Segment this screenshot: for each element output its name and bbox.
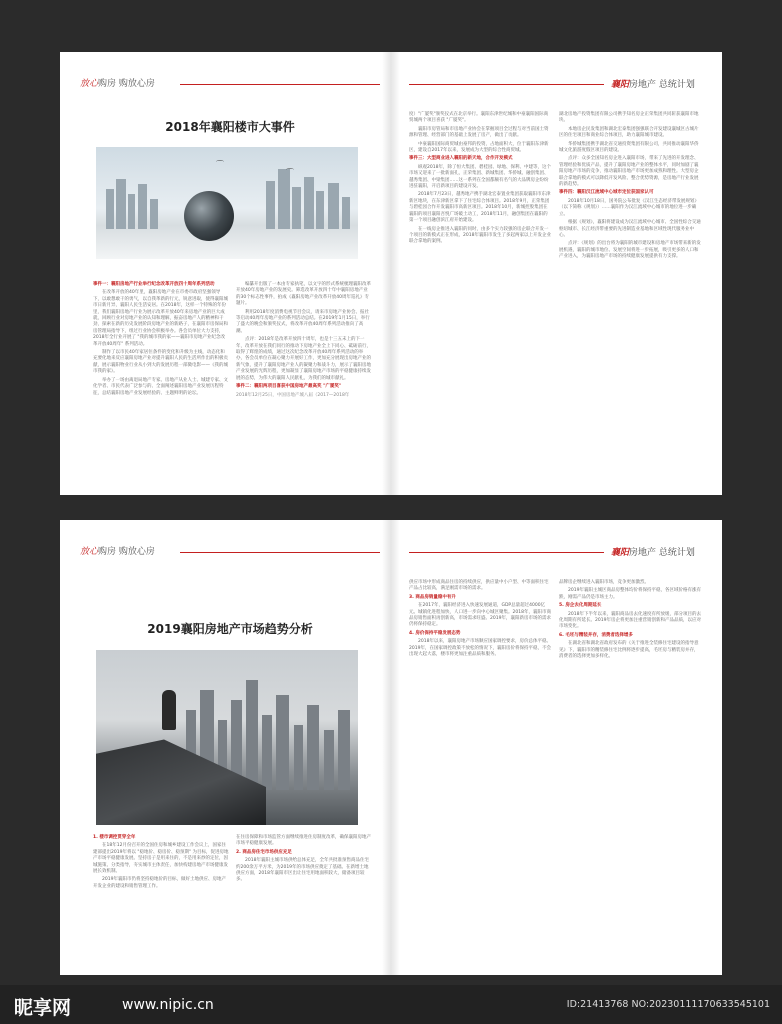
article-column-1: 1. 楼市调控贯穿全年 在18年12月份召开的全国住房和城乡建设工作会议上，国家住建部提出2019年将以 "稳地价、稳房价、稳预期" 为目标，促进房地产市场平稳健康发展。坚持房子是用来住的，不是用来炒的定位，因城施策、分类指导，夯实城市主体责任，加快构建房地产市场健康发展长效机制。 2019年襄阳市仍将坚持稳地价的目标，做好土地供应、房地产开发企业的建设和销售管理工作。 <box>93 835 229 889</box>
section-logo: 襄阳房地产 总统计划 <box>611 548 695 558</box>
bottom-left-page <box>60 520 391 975</box>
top-right-page <box>391 52 722 495</box>
header-rule <box>180 552 380 553</box>
page-header <box>391 76 701 92</box>
article-column-3: 度）"广厦奖"颁奖仪式在北京举行。襄阳东津世纪城和中豪襄阳国际商贸城两个项目喜获 "广厦奖"。 襄阳市房管局和市房地产业协会在掌握项目全过程与对当前国土资源和管理、经营部门的基础上发展了房产，做出了贡献。 中豪襄阳国际商贸城由豪邦的投资，占地面积大，位于襄阳东津新区，建设自2017年以来，发展成为大型的综合性商贸城。 事件三：大型商业进入襄阳的新天地，合作开发模式 纵观2018年，除了恒大集团、碧桂园、绿地、保利、中建等，这个市场又迎来了一批新面孔，正荣集团、新城集团、华侨城、融创集团、越秀集团、中梁集团……这一系列在全国都颇有名气的大品牌房企纷纷进驻襄阳，开启新项目的建设开发。 2018年7月23日，越秀地产携手湖北宏泰置业集团获取襄阳市东津新区地块，在东津新区拿下了住宅综合体项目。2018年9月，正荣集团与碧桂园合作开发襄阳市高新区项目。2018年10月，新城控股集团在襄阳的项目襄阳吾悦广场破土动工，2018年11月，融创集团在襄阳的第一个项目融创滨江府开始建设。 在一线房企推进入襄阳的同时，由多个实力较强的房企联合开发一个项目的新模式正在形成，2018年襄阳市发生了多起两家以上开发企业联合拿地的案例。 <box>409 112 551 245</box>
header-rule <box>409 552 604 553</box>
bird-icon: ⌒ <box>216 160 224 169</box>
page-title: 2018年襄阳楼市大事件 <box>165 120 295 134</box>
hero-image <box>96 147 358 259</box>
article-column-4: 品牌房企继续进入襄阳市场，竞争更加激烈。 2019年襄阳主城区商品房整体均价将保持平稳，各区域价格有涨有跌，刚需产品仍是市场主力。 5. 房企去化周期延长 2018年下半年以来，襄阳商品房去化速度有所放缓，部分项目的去化周期有所延长。2019年房企将更加注重营销创新和产品品质，以应对市场变化。 6. 毛坯与精装并存，消费者选择增多 在湖北省和湖北省政府发布的《关于推进全装修住宅建设的指导意见》下，襄阳市的精装修住宅比例将逐步提高，毛坯房与精装房并存，消费者的选择更加多样化。 <box>559 580 701 660</box>
watermark-id: ID:21413768 NO:20230111170633545101 <box>566 999 770 1010</box>
header-rule <box>180 84 380 85</box>
person-figure <box>162 690 176 730</box>
article-column-3: 供应市场中形成商品住房的持续供应，供应量中小户型、中等面积住宅产品占比较高，满足刚需市场的需求。 3. 商品房销量稳中有升 在2017年，襄阳经济进入快速发展通道，GDP总量超过4000亿元。城镇化进程加快，人口进一步向中心城区聚集。2018年，襄阳市商品房销售面积再创新高，市场需求旺盛。2019年，襄阳新房市场的需求仍将保持稳定。 4. 房价保持平稳发展态势 2018年以来，襄阳房地产市场顺应国家调控要求，房价总体平稳。2019年，在国家调控政策不放松的情况下，襄阳房价将保持平稳，不会出现大起大落，楼市将更加注重品质和服务。 <box>409 580 551 658</box>
header-rule <box>409 84 604 85</box>
article-column-4: 湖北房地产投资集团有限公司携手知名房企正荣集团共同斩获襄阳市地块。 本地房企民发集团和湖北宏泰集团强强联合开发建设襄城区古城片区的住宅项目和商业综合体项目，助力襄阳城市建设。 华侨城集团携手湖北省交通投资集团有限公司，共同推动襄阳华侨城文化旅游度假区项目的建设。 点评：众多全国知名房企进入襄阳市场，带来了先进的开发理念、管理经验和优质产品，提升了襄阳房地产业的整体水平，同时加剧了襄阳房地产市场的竞争，推动襄阳房地产市场更加成熟和理性。大型房企联合拿地的模式可以降低开发风险、整合优势资源，是房地产行业发展的新趋势。 事件四：襄阳汉江流域中心城市定位获国家认可 2018年10月18日，国务院公布批复《汉江生态经济带发展规划》（以下简称《规划》）……襄阳作为汉江流域中心城市的地位进一步确立。 根据《规划》，襄阳将建设成为汉江流域中心城市、全国性综合交通枢纽城市、长江经济带重要的先进制造业基地和区域性现代服务业中心。 点评：《规划》的出台将为襄阳的城市建设和房地产市场带来新的发展机遇，襄阳的城市地位、发展空间将进一步拓展，吸引更多的人口和产业进入，为襄阳房地产市场的持续健康发展提供有力支撑。 <box>559 112 701 260</box>
top-left-page <box>60 52 391 495</box>
watermark-logo: 昵享网 <box>14 997 72 1019</box>
bottom-spread <box>60 520 722 975</box>
page-title: 2019襄阳房地产市场趋势分析 <box>147 622 313 636</box>
article-column-1: 事件一：襄阳房地产行业举行纪念改革开放四十周年系列活动 在改革开放的40年里，襄阳房地产业在市委市政府坚强领导下，以敢想敢干的勇气，以自我革新的行元，锐意进取，使得襄阳城市日新月异，襄阳人民生活安居。在2018年，这样一个特殊的年份里，我们襄阳房地产行业为展示改革开放40年来房地产业的巨大成就，回顾行业对房地产业的认知和理解，振奋房地产人的精神和干劲，探索在新的历史发展阶段房地产业的新路子，在襄阳市房保局和房管理局指导下，组过行业协会积极举办。各会员单位大力支持，2018年全行业开展了 "我的城市我的家——襄阳市房地产业纪念改革开放40周年" 系列活动。 制作了以市民40年家居住条件的变化和升级为主线，动态化和充要化地来反应襄阳房地产业对提升襄阳人民的生活所作出的积极贡献，展示襄阳物业行业从小到大的发展历程一部微电影——《我的城市我的家》。 举办了一场由离退局地产专家、房地产从业人士、城建专家、文化学者、市民代表广泛参与的、全面阐述襄阳房地产业发展历程特征，总结襄阳房地产业发展经验的、主题鲜明的论坛。 <box>93 282 228 396</box>
top-spread <box>60 52 722 495</box>
page-gutter <box>382 52 400 495</box>
page-header <box>80 544 380 560</box>
page-header <box>391 544 701 560</box>
magazine-logo: 放心购房 购放心房 <box>80 79 155 89</box>
page-header <box>80 76 380 92</box>
bird-icon: ⌒ <box>286 168 294 177</box>
watermark-url: www.nipic.cn <box>122 997 214 1013</box>
page-gutter <box>382 520 400 975</box>
globe-graphic <box>184 191 234 241</box>
section-logo: 襄阳房地产 总统计划 <box>611 80 695 90</box>
hero-image <box>96 650 358 825</box>
article-column-2: 编纂开出版了一本由专家执笔，以文字的形式系统梳理襄阳改革开放40年房地产业的发展史。筛选改革开放四十年中襄阳房地产业的30个标志性事件，拍成《襄阳房地产业改革开放40周年巡礼》专题片。 利用2018年度消费电视节目会议，请来市房地产业协会、报社等启动40周年房地产业的系列活动总结。在2019年1月15日，举行了盛大的晚会和颁奖仪式，将改革开放40周年系列活动推向了高潮。 点评：2018年是改革开放四十周年，也是十三五末上的下一年，改革开放在我们同行的推动下房地产业全上下同心、砥砺前行，取得了辉煌的成绩，通过这次纪念改革开放40周年系列活动的举办，各会员单位在凝心聚力开展好工作，更加充分展现出房地产业的新气象，提升了襄阳房地产业人的凝聚力和战斗力，展示了襄阳房地产业发展的光辉历程，更加凝显了襄阳房地产市场的平稳健康持续发展的态势，为伟大的襄阳人民献礼，为我们的城市献礼。 事件二：襄阳两项目喜获中国房地产最高奖 "广厦奖" 2018年12月25日，中国房地产城八届（2017—2018年 <box>236 282 371 398</box>
article-column-2: 在住房保障和市场监管方面继续推进住房制度改革，确保襄阳房地产市场平稳健康发展。 2. 商品房住宅市场供应充足 2018年襄阳主城市场供给总体充足，全年共批准预售商品住宅约200余万平方米，为2019年的市场供应奠定了基础。在新增土地供应方面，2018年襄阳市区出让住宅用地面积较大，储备项目较多。 <box>236 835 371 883</box>
bottom-right-page <box>391 520 722 975</box>
watermark-bar <box>0 985 782 1024</box>
magazine-logo: 放心购房 购放心房 <box>80 547 155 557</box>
